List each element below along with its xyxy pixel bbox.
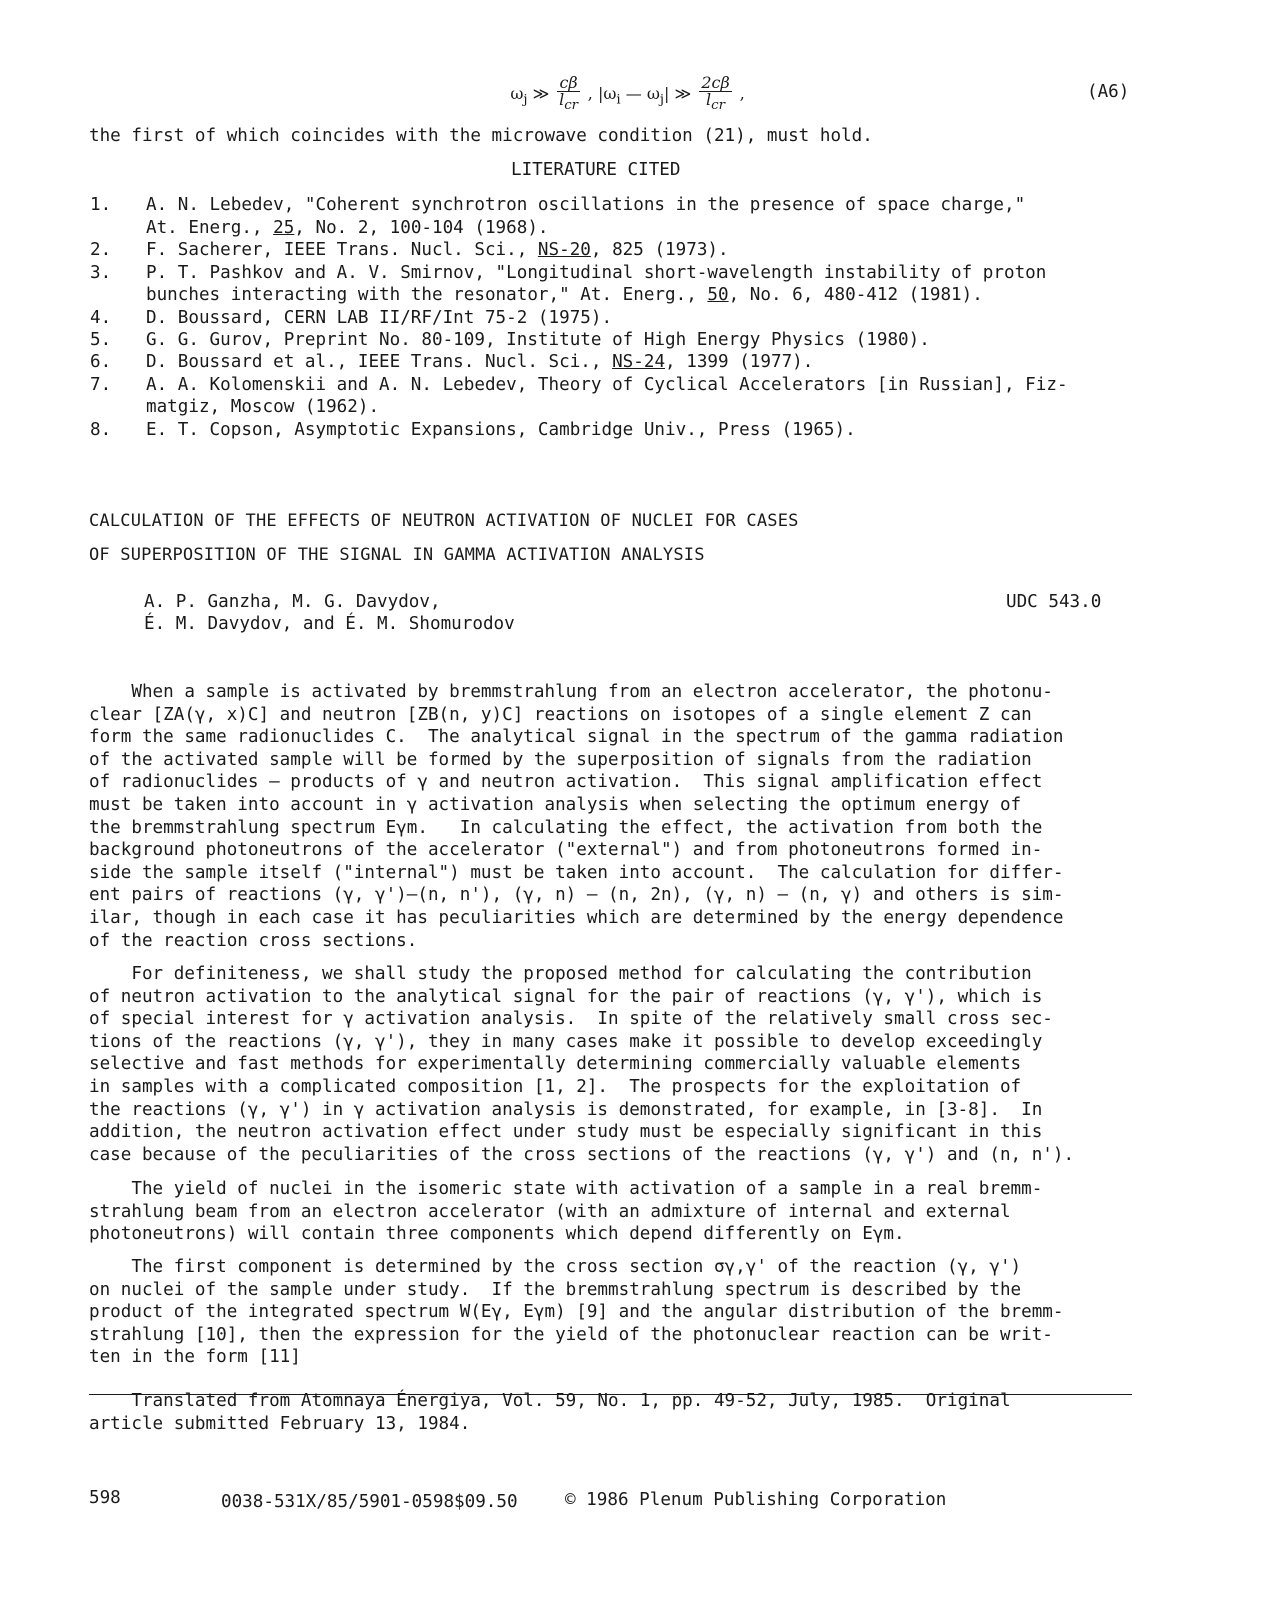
ref-seg: , No. 6, 480-412 (1981). <box>728 285 983 305</box>
paragraph-4 <box>89 1256 1139 1369</box>
text-line: in samples with a complicated composition [1, 2]. The prospects for the exploitation of <box>89 1076 1022 1097</box>
text-line: clear [ZA(γ, x)C] and neutron [ZB(n, y)C] reactions on isotopes of a single element Z can <box>89 704 1032 725</box>
text-line: addition, the neutron activation effect under study must be especially significant in this <box>89 1122 1043 1143</box>
text-line: of neutron activation to the analytical signal for the pair of reactions (γ, γ'), which is <box>89 986 1043 1007</box>
ref-volume: NS-20 <box>537 240 591 260</box>
reference-text-cont <box>146 218 549 238</box>
literature-heading: LITERATURE CITED <box>511 160 681 180</box>
reference-text: D. Boussard, CERN LAB II/RF/Int 75-2 (1975). <box>146 308 613 328</box>
copyright: © 1986 Plenum Publishing Corporation <box>565 1490 947 1510</box>
text-line: form the same radionuclides C. The analytical signal in the spectrum of the gamma radiation <box>89 727 1064 748</box>
text-line: must be taken into account in γ activation analysis when selecting the optimum energy of <box>89 794 1022 815</box>
text-line: of radionuclides — products of γ and neutron activation. This signal amplification effect <box>89 772 1043 793</box>
text-line: The first component is determined by the cross section σγ,γ' of the reaction (γ, γ') <box>89 1257 1022 1277</box>
fraction-1-numerator: cβ <box>559 73 578 92</box>
fraction-1-denominator <box>557 92 579 114</box>
reference-text <box>146 240 729 260</box>
sub-j: j <box>523 92 528 108</box>
reference-number: 7. <box>90 375 112 395</box>
ref-volume: NS-24 <box>612 352 666 372</box>
text-line: photoneutrons) will contain three components which depend differently on Eγm. <box>89 1224 905 1245</box>
text-line: the bremmstrahlung spectrum Eγm. In calculating the effect, the activation from both the <box>89 817 1043 838</box>
ref-seg: , 825 (1973). <box>590 240 729 260</box>
text-line: of the activated sample will be formed by the superposition of signals from the radiation <box>89 749 1032 770</box>
trailing-comma: , <box>734 84 745 104</box>
article-title-line-2: OF SUPERPOSITION OF THE SIGNAL IN GAMMA ACTIVATION ANALYSIS <box>89 545 705 565</box>
paragraph-3 <box>89 1178 1139 1246</box>
reference-number: 4. <box>90 308 112 328</box>
text-line: product of the integrated spectrum W(Eγ, Eγm) [9] and the angular distribution of the bremm- <box>89 1302 1064 1323</box>
reference-text: A. A. Kolomenskii and A. N. Lebedev, Theory of Cyclical Accelerators [in Russian], Fiz- <box>146 375 1068 395</box>
text-line: ent pairs of reactions (γ, γ')—(n, n'), (γ, n) — (n, 2n), (γ, n) — (n, γ) and others is sim- <box>89 885 1064 906</box>
reference-text: G. G. Gurov, Preprint No. 80-109, Institute of High Energy Physics (1980). <box>146 330 930 350</box>
text-line: ilar, though in each case it has peculiarities which are determined by the energy dependence <box>89 907 1064 928</box>
reference-number: 3. <box>90 263 112 283</box>
text-line: The yield of nuclei in the isomeric state with activation of a sample in a real bremm- <box>89 1179 1043 1199</box>
equation-a6 <box>490 56 745 133</box>
paragraph-2 <box>89 963 1139 1166</box>
ref-seg: At. Energ., <box>146 218 274 238</box>
reference-text: E. T. Copson, Asymptotic Expansions, Cambridge Univ., Press (1965). <box>146 420 856 440</box>
reference-number: 6. <box>90 352 112 372</box>
text-line: of special interest for γ activation analysis. In spite of the relatively small cross sec- <box>89 1009 1053 1030</box>
paragraph-1 <box>89 681 1139 952</box>
omega-j: ω <box>510 84 524 104</box>
text-line: strahlung [10], then the expression for the yield of the photonuclear reaction can be writ- <box>89 1324 1053 1345</box>
footnote <box>89 1390 1139 1435</box>
ref-volume: 25 <box>273 218 295 238</box>
footnote-line: Translated from Atomnaya Énergiya, Vol. 59, No. 1, pp. 49-52, July, 1985. Original <box>89 1391 1011 1411</box>
ref-seg: F. Sacherer, IEEE Trans. Nucl. Sci., <box>146 240 538 260</box>
text-line: selective and fast methods for experimentally determining commercially valuable elements <box>89 1054 1022 1075</box>
abs-open: |ω <box>597 84 617 104</box>
text-line: When a sample is activated by bremmstrahlung from an electron accelerator, the photonu- <box>89 682 1053 702</box>
much-greater: ≫ <box>527 84 555 104</box>
page-number: 598 <box>89 1488 121 1508</box>
authors-line-2: É. M. Davydov, and É. M. Shomurodov <box>144 614 515 634</box>
reference-number: 5. <box>90 330 112 350</box>
reference-text-cont: matgiz, Moscow (1962). <box>146 397 380 417</box>
den2-l: l <box>706 90 712 109</box>
den1-l: l <box>559 90 565 109</box>
footnote-line: article submitted February 13, 1984. <box>89 1413 471 1434</box>
sub-i: i <box>616 92 621 108</box>
text-line: on nuclei of the sample under study. If the bremmstrahlung spectrum is described by the <box>89 1279 1022 1300</box>
den1-sub: cr <box>564 98 579 114</box>
reference-number: 1. <box>90 195 112 215</box>
text-line: of the reaction cross sections. <box>89 930 418 951</box>
ref-seg: bunches interacting with the resonator," At. Energ., <box>146 285 708 305</box>
fraction-2-numerator: 2cβ <box>701 73 730 92</box>
equation-number: (A6) <box>1087 82 1130 102</box>
minus-omega: — ω <box>620 84 660 104</box>
ref-volume: 50 <box>707 285 729 305</box>
fraction-2-denominator <box>699 92 731 114</box>
ref-seg: , No. 2, 100-104 (1968). <box>294 218 549 238</box>
abs-close: | ≫ <box>664 84 697 104</box>
reference-number: 8. <box>90 420 112 440</box>
separator: , <box>582 84 598 104</box>
reference-text: A. N. Lebedev, "Coherent synchrotron oscillations in the presence of space charge," <box>146 195 1026 215</box>
text-line: tions of the reactions (γ, γ'), they in many cases make it possible to develop exceedingly <box>89 1031 1043 1052</box>
ref-seg: D. Boussard et al., IEEE Trans. Nucl. Sci., <box>146 352 613 372</box>
article-title-line-1: CALCULATION OF THE EFFECTS OF NEUTRON ACTIVATION OF NUCLEI FOR CASES <box>89 511 799 531</box>
intro-line: the first of which coincides with the microwave condition (21), must hold. <box>89 126 873 146</box>
text-line: background photoneutrons of the accelerator ("external") and from photoneutrons formed in- <box>89 840 1043 861</box>
authors-line-1: A. P. Ganzha, M. G. Davydov, <box>144 592 441 612</box>
sub-j2: j <box>659 92 664 108</box>
text-line: the reactions (γ, γ') in γ activation analysis is demonstrated, for example, in [3-8]. In <box>89 1099 1043 1120</box>
reference-text-cont <box>146 285 983 305</box>
text-line: For definiteness, we shall study the proposed method for calculating the contribution <box>89 964 1032 984</box>
reference-number: 2. <box>90 240 112 260</box>
price-code: 0038-531X/85/5901-0598$09.50 <box>221 1492 518 1512</box>
udc-code: UDC 543.0 <box>1006 592 1102 612</box>
text-line: ten in the form [11] <box>89 1347 301 1368</box>
text-line: side the sample itself ("internal") must be taken into account. The calculation for differ- <box>89 862 1064 883</box>
reference-text <box>146 352 813 372</box>
den2-sub: cr <box>711 98 725 114</box>
ref-seg: , 1399 (1977). <box>665 352 814 372</box>
fraction-2 <box>699 75 731 114</box>
fraction-1 <box>557 75 579 114</box>
text-line: case because of the peculiarities of the cross sections of the reactions (γ, γ') and (n, n'). <box>89 1144 1075 1165</box>
text-line: strahlung beam from an electron accelerator (with an admixture of internal and external <box>89 1201 1011 1222</box>
reference-text: P. T. Pashkov and A. V. Smirnov, "Longitudinal short-wavelength instability of proton <box>146 263 1047 283</box>
